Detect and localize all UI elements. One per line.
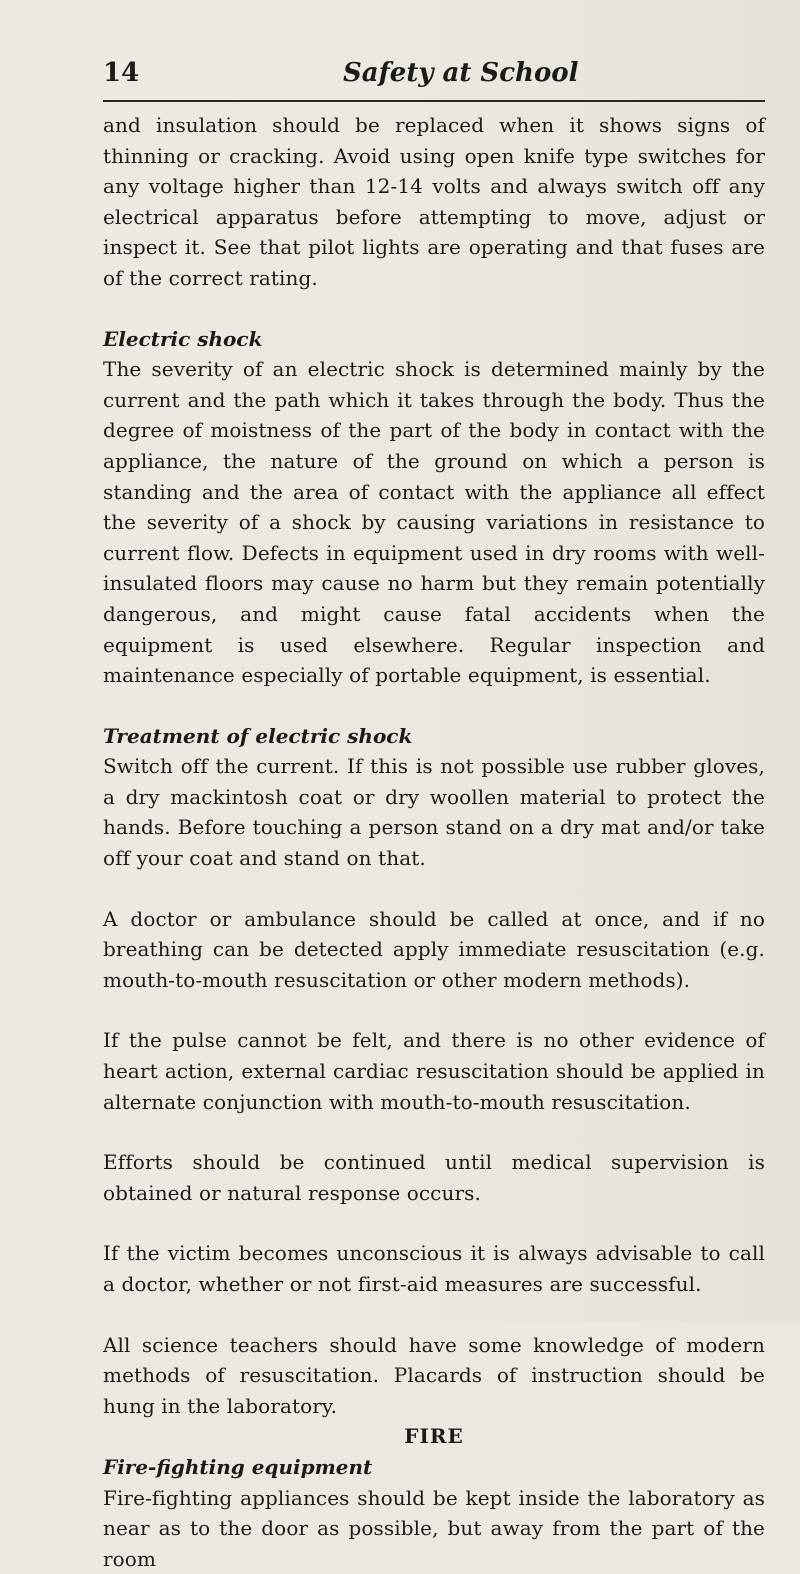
page-header	[103, 58, 765, 102]
page-number: 14	[103, 58, 140, 88]
paragraph-insulation: and insulation should be replaced when it shows signs of thinning or cracking. Avoid using open knife type switches for any voltage higher than 12-14 volts and always switch off any electrical apparatus before attempting to move, adjust or inspect it. See that pilot lights are operating and that fuses are of the correct rating.	[103, 113, 765, 290]
running-title: Safety at School	[343, 58, 579, 88]
heading-treatment: Treatment of electric shock	[103, 723, 413, 748]
paragraph-fire-appliances: Fire-fighting appliances should be kept inside the laboratory as near as to the door as possible, but away from the part of the room	[103, 1485, 765, 1571]
paragraph-teachers: All science teachers should have some knowledge of modern methods of resuscitation. Placards of instruction should be hung in the laboratory.	[103, 1332, 765, 1418]
heading-fire-equipment: Fire-fighting equipment	[103, 1454, 373, 1479]
paragraph-switch-off: Switch off the current. If this is not possible use rubber gloves, a dry mackintosh coat or dry woollen material to protect the hands. Before touching a person stand on a dry mat and/or take off your coat and stand on that.	[103, 754, 765, 871]
paragraph-pulse: If the pulse cannot be felt, and there is no other evidence of heart action, external cardiac resuscitation should be applied in alternate conjunction with mouth-to-mouth resuscitation.	[103, 1028, 765, 1114]
paragraph-efforts: Efforts should be continued until medical supervision is obtained or natural response occurs.	[103, 1150, 765, 1205]
paragraph-unconscious: If the victim becomes unconscious it is always advisable to call a doctor, whether or not first-aid measures are successful.	[103, 1241, 765, 1296]
paragraph-doctor: A doctor or ambulance should be called at once, and if no breathing can be detected apply immediate resuscitation (e.g. mouth-to-mouth resuscitation or other modern methods).	[103, 906, 765, 992]
page-body	[103, 110, 765, 1574]
paragraph-shock-severity: The severity of an electric shock is determined mainly by the current and the path which it takes through the body. Thus the degree of moistness of the part of the body in contact with the appliance, the nature of the ground on which a person is standing and the area of contact with the appliance all effect the severity of a shock by causing variations in resistance to current flow. Defects in equipment used in dry rooms with well-insulated floors may cause no harm but they remain potentially dangerous, and might cause fatal accidents when the equipment is used elsewhere. Regular inspection and maintenance especially of portable equipment, is essential.	[103, 357, 765, 688]
heading-electric-shock: Electric shock	[103, 326, 263, 351]
section-heading-fire: FIRE	[404, 1424, 464, 1449]
